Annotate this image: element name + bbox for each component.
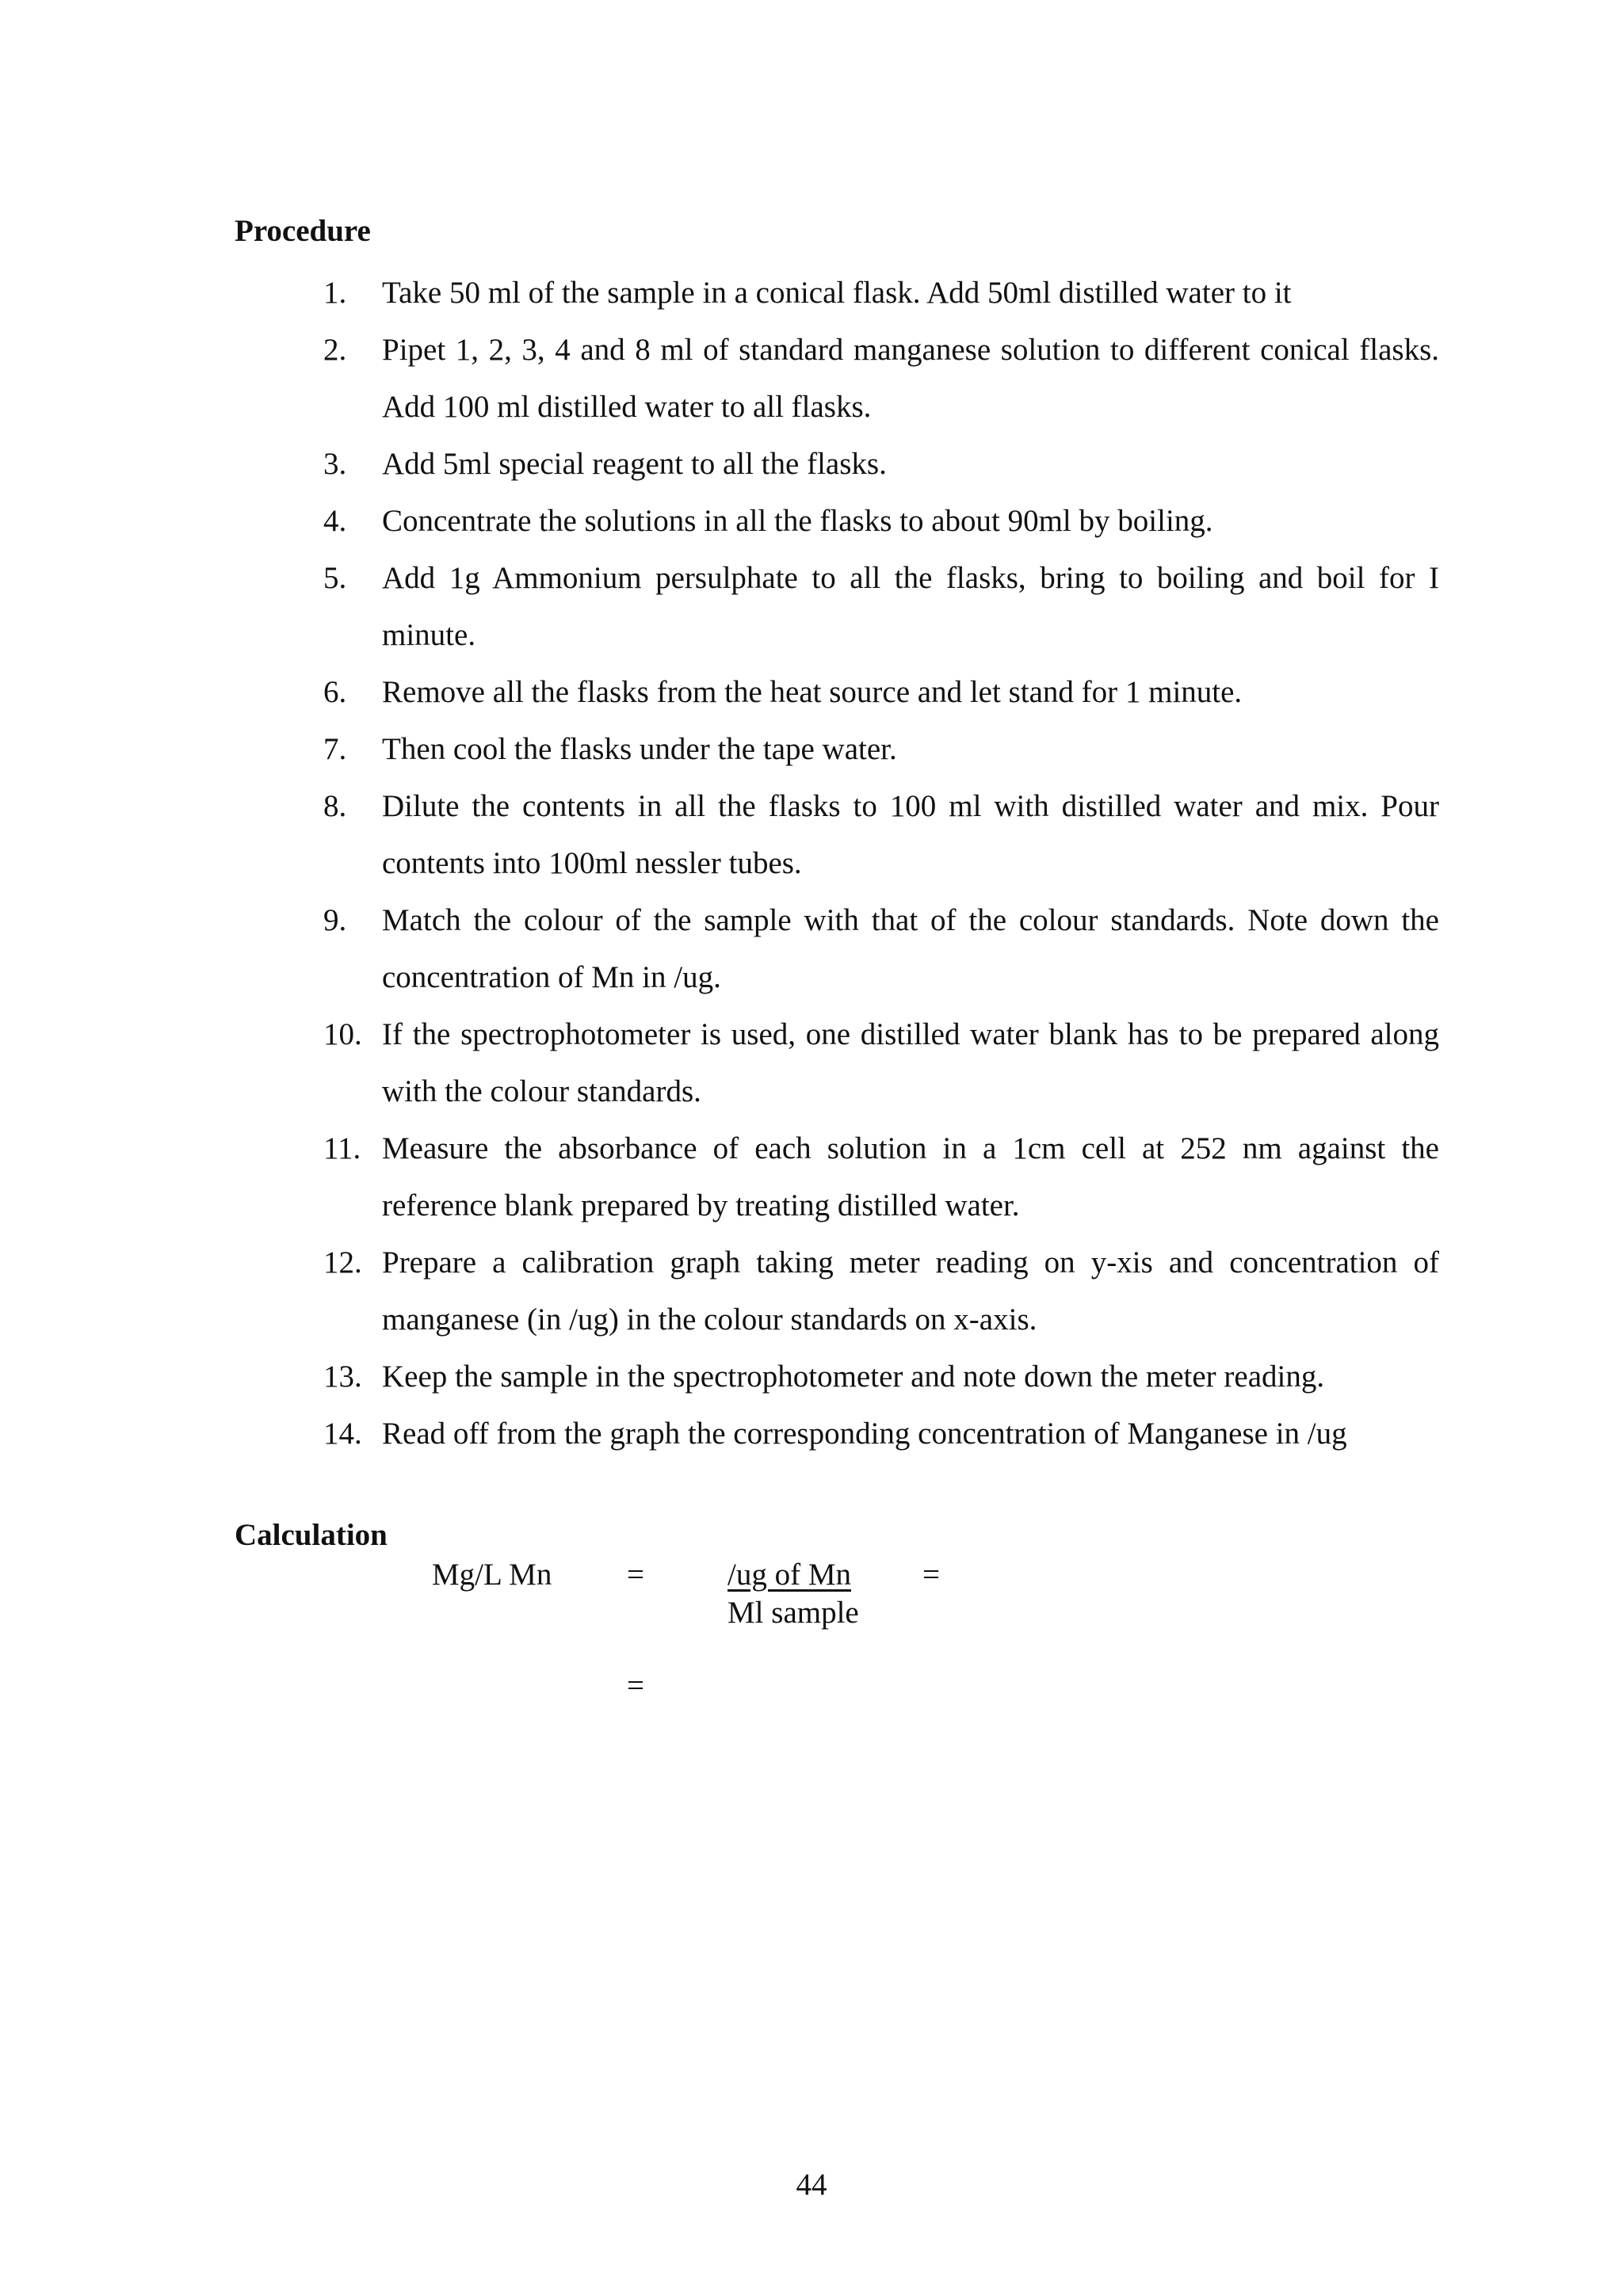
step-text: Dilute the contents in all the flasks to 100 ml with distilled water and mix. Pour contents into 100ml nessler tubes. [382,789,1439,880]
procedure-step [323,1348,1439,1405]
step-number: 6. [323,675,347,709]
step-text: Prepare a calibration graph taking meter reading on y-xis and concentration of manganese (in /ug) in the colour standards on x-axis. [382,1245,1439,1337]
procedure-step [323,436,1439,493]
step-number: 4. [323,504,347,538]
equals-sign: = [627,1669,644,1703]
calculation-heading: Calculation [235,1518,388,1552]
procedure-heading: Procedure [235,214,371,248]
procedure-step [323,322,1439,436]
step-text: Keep the sample in the spectrophotometer and note down the meter reading. [382,1360,1325,1394]
procedure-step [323,721,1439,778]
step-number: 8. [323,789,347,823]
fraction-denominator: Ml sample [727,1596,859,1630]
procedure-step [323,1405,1439,1463]
procedure-step [323,550,1439,664]
step-number: 2. [323,333,347,367]
step-number: 9. [323,903,347,937]
equals-sign: = [922,1558,940,1592]
step-number: 11. [323,1131,361,1165]
step-text: Add 5ml special reagent to all the flasks. [382,447,887,481]
equals-sign: = [627,1558,644,1592]
procedure-step [323,1006,1439,1120]
procedure-step [323,778,1439,892]
page-number: 44 [796,2168,827,2202]
step-number: 12. [323,1245,362,1280]
step-number: 7. [323,732,347,766]
calculation-lhs: Mg/L Mn [432,1558,552,1592]
step-text: Remove all the flasks from the heat source and let stand for 1 minute. [382,675,1243,709]
procedure-step [323,1120,1439,1234]
step-number: 5. [323,561,347,595]
step-number: 3. [323,447,347,481]
step-text: Measure the absorbance of each solution in a 1cm cell at 252 nm against the reference blank prepared by treating distilled water. [382,1131,1439,1222]
step-text: Then cool the flasks under the tape water. [382,732,897,766]
step-text: Take 50 ml of the sample in a conical flask. Add 50ml distilled water to it [382,276,1292,310]
step-number: 10. [323,1017,362,1051]
step-text: Pipet 1, 2, 3, 4 and 8 ml of standard manganese solution to different conical flasks. Add 100 ml distilled water to all flasks. [382,333,1439,424]
step-text: Concentrate the solutions in all the flasks to about 90ml by boiling. [382,504,1213,538]
procedure-step [323,265,1439,322]
procedure-step [323,892,1439,1006]
step-text: Match the colour of the sample with that of the colour standards. Note down the concentration of Mn in /ug. [382,903,1439,994]
step-text: Add 1g Ammonium persulphate to all the flasks, bring to boiling and boil for I minute. [382,561,1439,652]
step-number: 1. [323,276,347,310]
procedure-step [323,493,1439,550]
step-number: 13. [323,1360,362,1394]
procedure-step [323,1234,1439,1348]
step-number: 14. [323,1417,362,1451]
step-text: If the spectrophotometer is used, one distilled water blank has to be prepared along with the colour standards. [382,1017,1439,1108]
procedure-step [323,664,1439,721]
step-text: Read off from the graph the corresponding concentration of Manganese in /ug [382,1417,1347,1451]
fraction-numerator: /ug of Mn [727,1558,851,1592]
